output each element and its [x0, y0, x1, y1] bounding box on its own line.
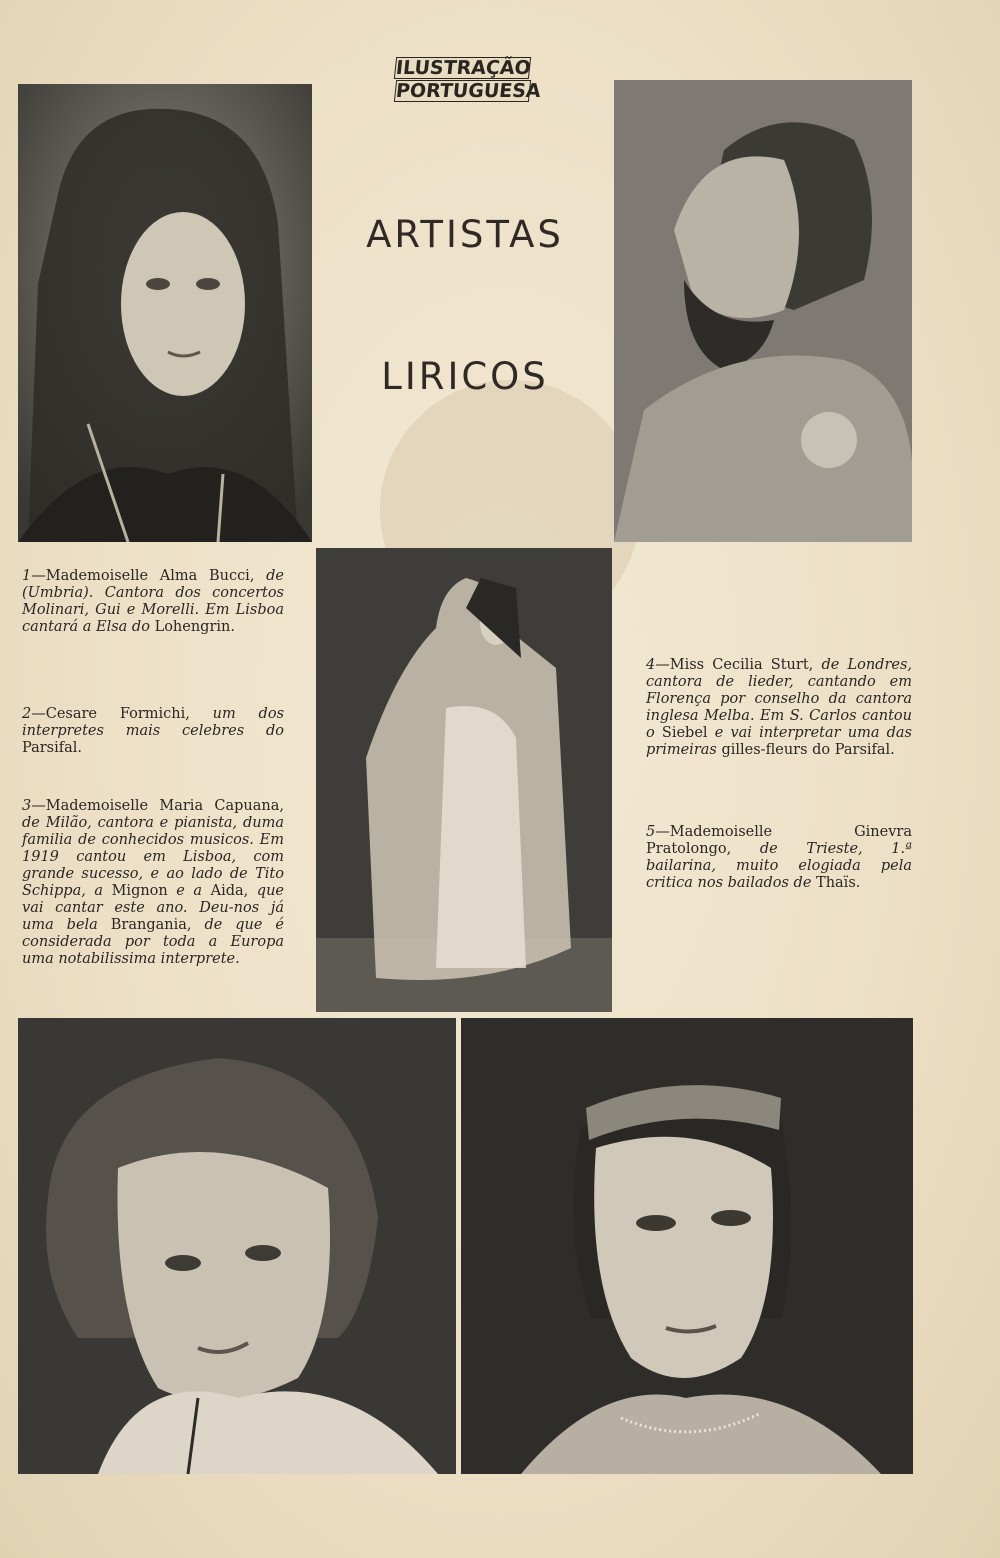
caption-text: um dos interpretes mais celebres do	[22, 706, 285, 739]
caption-text: Miss Cecilia Sturt,	[669, 657, 822, 673]
caption-5	[646, 824, 912, 892]
caption-number: 3—	[22, 798, 46, 814]
caption-1	[22, 568, 284, 636]
caption-text: Aida,	[210, 883, 257, 899]
caption-number: 4—	[646, 657, 670, 673]
caption-number: 5—	[646, 824, 670, 840]
masthead-logo	[394, 57, 542, 103]
caption-text: Mademoiselle Maria Capuana,	[45, 798, 284, 814]
caption-text: que vai cantar este ano. Deu-nos já uma bela	[22, 883, 284, 933]
caption-text: Mademoiselle Ginevra Pratolongo,	[646, 824, 912, 857]
caption-text: Mademoiselle Alma Bucci,	[45, 568, 267, 584]
caption-text: Cesare Formichi,	[45, 706, 213, 722]
caption-2	[22, 706, 284, 757]
photo-ginevra-pratolongo	[461, 1018, 913, 1474]
caption-number: 2—	[22, 706, 46, 722]
caption-text: gilles-fleurs do Parsifal.	[721, 742, 895, 758]
masthead-line-2: PORTUGUESA	[394, 80, 542, 102]
headline-word-2: LIRICOS	[381, 355, 549, 398]
masthead-line-1: ILUSTRAÇÃO	[394, 57, 532, 79]
caption-text: de que é considerada por toda a Europa uma notabilissima interprete.	[22, 917, 284, 967]
caption-text: de Trieste, 1.ª bailarina, muito elogiada pela critica nos bailados de	[646, 841, 912, 891]
caption-text: de (Umbria). Cantora dos concertos Molinari, Gui e Morelli. Em Lisboa cantará a Elsa do	[22, 568, 284, 635]
photo-cecilia-sturt	[18, 1018, 456, 1474]
headline-word-1: ARTISTAS	[366, 213, 564, 256]
caption-text: e vai interpretar uma das primeiras	[646, 725, 912, 758]
caption-text: de Londres, cantora de lieder, cantando em Florença por conselho da cantora inglesa Melba. Em S. Carlos cantou o	[646, 657, 913, 741]
caption-4	[646, 657, 912, 759]
caption-text: e a	[176, 883, 211, 899]
caption-text: Brangania,	[110, 917, 205, 933]
caption-text: de Milão, cantora e pianista, duma familia de conhecidos musicos. Em 1919 cantou em Lisboa, com grande sucesso, e ao lado de Tito Schippa, a	[22, 815, 284, 899]
caption-text: Thaïs.	[816, 875, 861, 891]
caption-text: Mignon	[111, 883, 177, 899]
photo-alma-bucci	[18, 84, 312, 542]
photo-maria-capuana	[316, 548, 612, 1012]
caption-3	[22, 798, 284, 968]
caption-text: Parsifal.	[22, 740, 83, 756]
caption-number: 1—	[22, 568, 46, 584]
caption-text: Lohengrin.	[154, 619, 235, 635]
caption-text: Siebel	[661, 725, 715, 741]
photo-cesare-formichi	[614, 80, 912, 542]
